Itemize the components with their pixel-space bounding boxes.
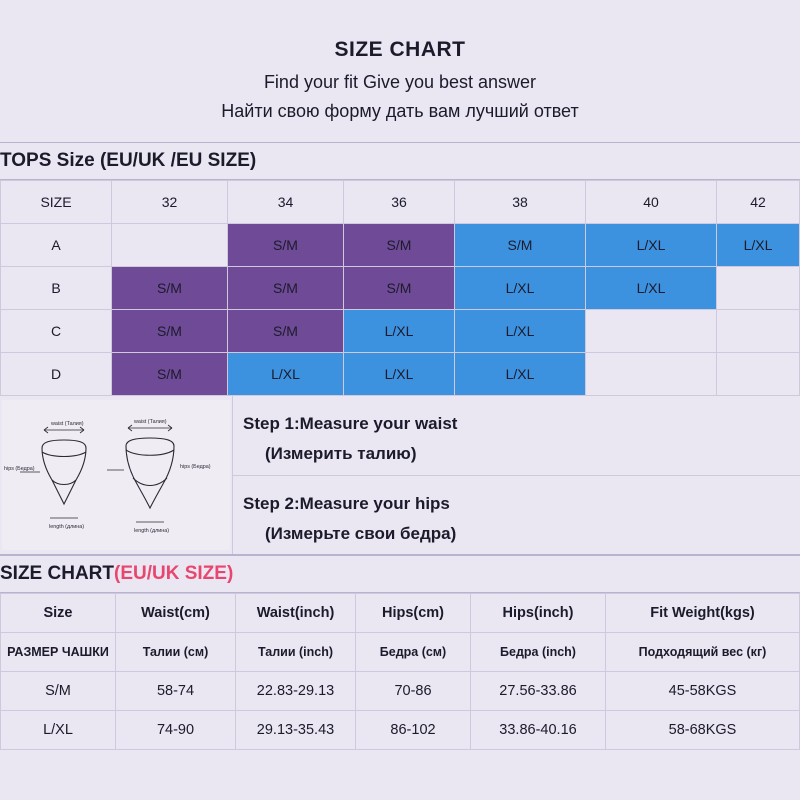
table-row	[1, 633, 800, 672]
figure-label-hips-right: hips (Бедра)	[180, 464, 211, 470]
grid-cell-d-38: L/XL	[455, 353, 586, 396]
figure-label-length-right: length (длина)	[134, 528, 170, 534]
figure-label-waist-right: waist (Талия)	[134, 419, 167, 425]
tops-size-grid	[0, 180, 800, 396]
grid-row-label-d: D	[1, 353, 112, 396]
row-lxl-hips-inch: 33.86-40.16	[471, 711, 606, 750]
grid-cell-d-40	[586, 353, 717, 396]
figure-label-hips-left: hips (Бедра)	[4, 466, 35, 472]
bottom-section-label-accent: (EU/UK SIZE)	[114, 563, 234, 584]
step-1-title-ru: (Измерить талию)	[265, 444, 417, 463]
grid-cell-d-36: L/XL	[344, 353, 455, 396]
col-header-ru-hips-inch: Бедра (inch)	[471, 633, 606, 672]
row-lxl-fit-weight: 58-68KGS	[606, 711, 800, 750]
grid-cell-b-36: S/M	[344, 267, 455, 310]
col-header-size: Size	[1, 594, 116, 633]
figure-label-waist-left: waist (Талия)	[51, 421, 84, 427]
grid-cell-d-32: S/M	[112, 353, 228, 396]
grid-header-col-1: 34	[228, 181, 344, 224]
step-1-title: Step 1:Measure your waist	[243, 414, 458, 433]
page-title: SIZE CHART	[334, 38, 466, 61]
subtitle-english: Find your fit Give you best answer	[263, 72, 537, 92]
grid-cell-c-38: L/XL	[455, 310, 586, 353]
grid-header-col-2: 36	[344, 181, 455, 224]
bottom-section-label: SIZE CHART	[0, 563, 114, 584]
table-row	[1, 310, 800, 353]
col-header-fit-weight: Fit Weight(kgs)	[606, 594, 800, 633]
grid-cell-b-34: S/M	[228, 267, 344, 310]
row-lxl-waist-inch: 29.13-35.43	[236, 711, 356, 750]
col-header-hips-inch: Hips(inch)	[471, 594, 606, 633]
size-measurements-table	[0, 593, 800, 750]
grid-cell-a-32	[112, 224, 228, 267]
tops-section-label: TOPS Size (EU/UK /EU SIZE)	[0, 150, 257, 171]
grid-row-label-b: B	[1, 267, 112, 310]
grid-cell-b-40: L/XL	[586, 267, 717, 310]
row-lxl-waist-cm: 74-90	[116, 711, 236, 750]
table-row	[1, 711, 800, 750]
row-sm-waist-cm: 58-74	[116, 672, 236, 711]
grid-cell-a-34: S/M	[228, 224, 344, 267]
grid-header-size: SIZE	[1, 181, 112, 224]
col-header-hips-cm: Hips(cm)	[356, 594, 471, 633]
grid-cell-a-42: L/XL	[717, 224, 800, 267]
step-2-title: Step 2:Measure your hips	[243, 493, 450, 513]
grid-cell-c-42	[717, 310, 800, 353]
grid-cell-c-32: S/M	[112, 310, 228, 353]
measure-steps-section	[0, 396, 800, 555]
row-sm-hips-inch: 27.56-33.86	[471, 672, 606, 711]
measurement-figure	[0, 396, 233, 554]
row-sm-size: S/M	[1, 672, 116, 711]
step-2	[233, 476, 800, 555]
grid-header-col-0: 32	[112, 181, 228, 224]
row-lxl-size: L/XL	[1, 711, 116, 750]
step-2-title-ru: (Измерьте свои бедра)	[265, 523, 457, 543]
col-header-ru-fit-weight: Подходящий вес (кг)	[606, 633, 800, 672]
tops-section-band	[0, 142, 800, 180]
col-header-ru-waist-cm: Талии (см)	[116, 633, 236, 672]
subtitle-russian: Найти свою форму дать вам лучший ответ	[221, 101, 579, 121]
grid-header-col-4: 40	[586, 181, 717, 224]
col-header-ru-size: РАЗМЕР ЧАШКИ	[1, 633, 116, 672]
grid-cell-c-34: S/M	[228, 310, 344, 353]
row-sm-hips-cm: 70-86	[356, 672, 471, 711]
grid-row-label-a: A	[1, 224, 112, 267]
grid-cell-a-38: S/M	[455, 224, 586, 267]
page-header	[0, 0, 800, 122]
grid-cell-b-42	[717, 267, 800, 310]
table-row	[1, 594, 800, 633]
col-header-waist-cm: Waist(cm)	[116, 594, 236, 633]
grid-cell-b-32: S/M	[112, 267, 228, 310]
grid-cell-c-40	[586, 310, 717, 353]
grid-cell-a-36: S/M	[344, 224, 455, 267]
grid-header-col-3: 38	[455, 181, 586, 224]
table-row	[1, 672, 800, 711]
grid-cell-a-40: L/XL	[586, 224, 717, 267]
col-header-ru-waist-inch: Талии (inch)	[236, 633, 356, 672]
row-sm-waist-inch: 22.83-29.13	[236, 672, 356, 711]
table-row	[1, 224, 800, 267]
row-sm-fit-weight: 45-58KGS	[606, 672, 800, 711]
grid-header-col-5: 42	[717, 181, 800, 224]
grid-cell-d-34: L/XL	[228, 353, 344, 396]
grid-cell-d-42	[717, 353, 800, 396]
row-lxl-hips-cm: 86-102	[356, 711, 471, 750]
col-header-ru-hips-cm: Бедра (см)	[356, 633, 471, 672]
table-row	[1, 353, 800, 396]
grid-cell-b-38: L/XL	[455, 267, 586, 310]
grid-cell-c-36: L/XL	[344, 310, 455, 353]
table-row	[1, 181, 800, 224]
col-header-waist-inch: Waist(inch)	[236, 594, 356, 633]
panty-measure-diagram-icon	[2, 400, 230, 550]
figure-label-length-left: length (длина)	[49, 524, 85, 530]
table-row	[1, 267, 800, 310]
grid-row-label-c: C	[1, 310, 112, 353]
bottom-section-band	[0, 555, 800, 593]
step-1	[233, 396, 800, 476]
